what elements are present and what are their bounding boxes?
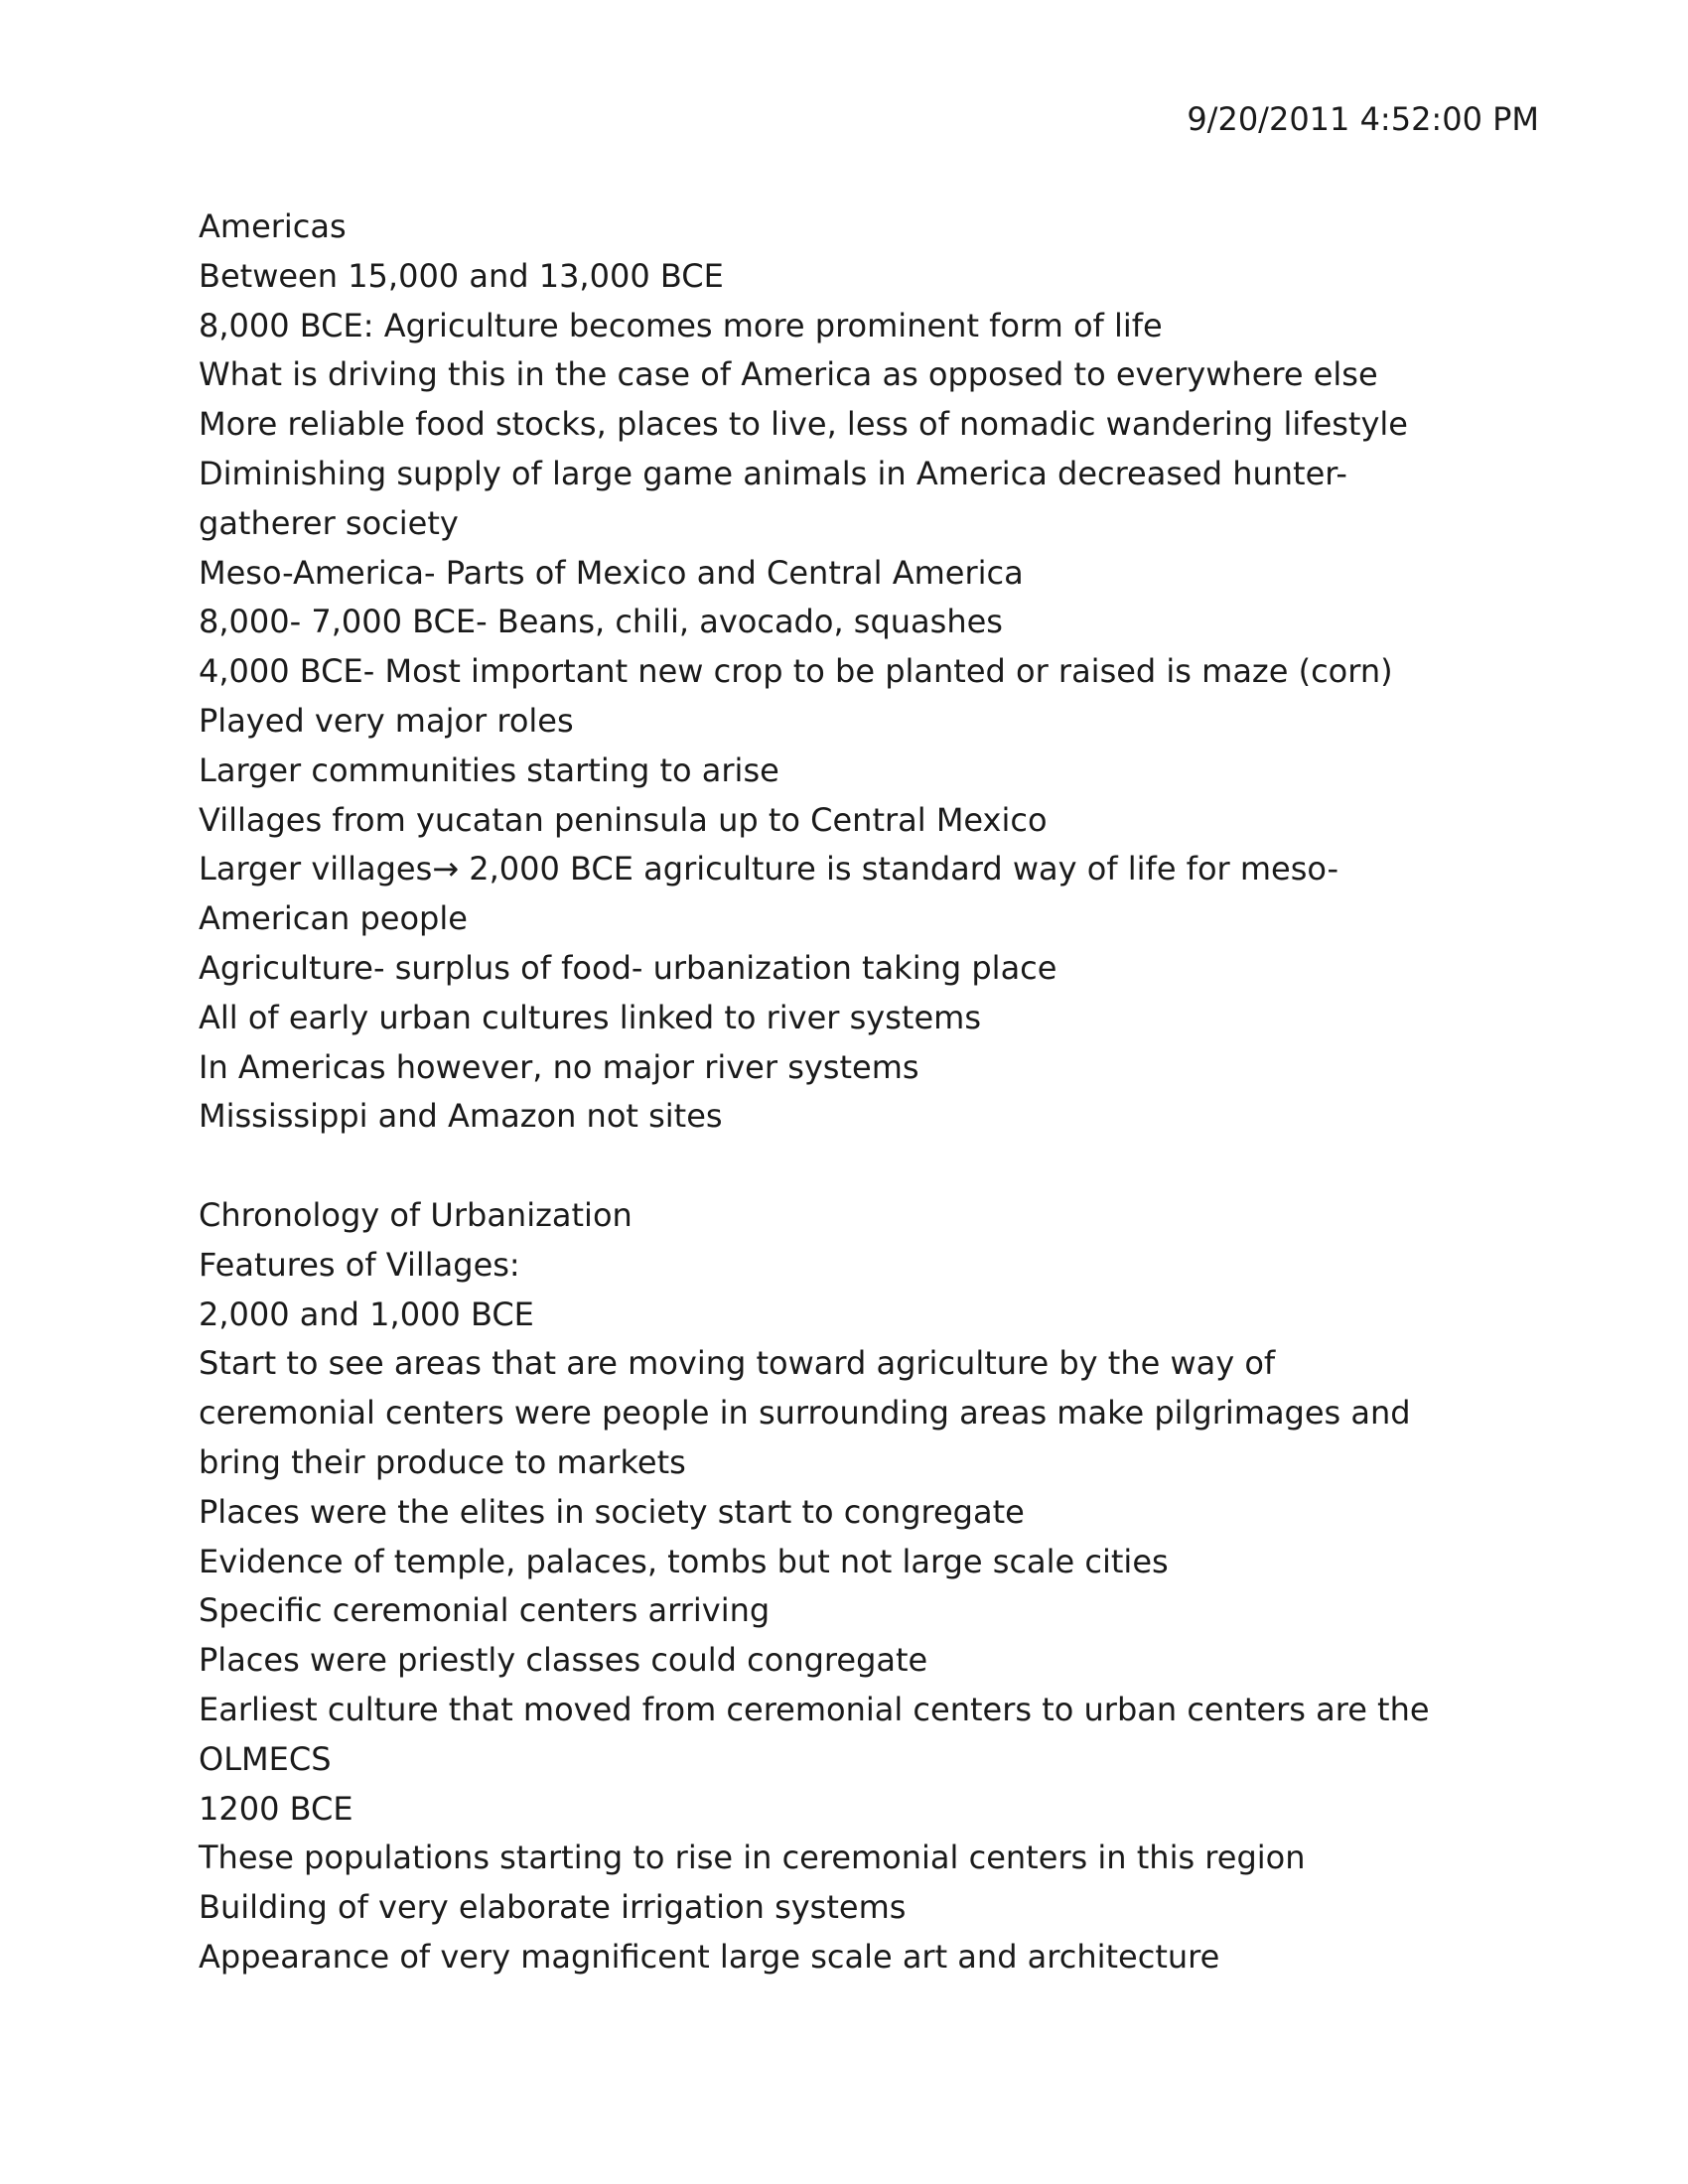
text-line: Larger communities starting to arise <box>199 751 779 789</box>
notes-section-urbanization <box>199 1191 1509 1982</box>
text-line: Building of very elaborate irrigation systems <box>199 1888 907 1927</box>
text-line: Played very major roles <box>199 701 574 740</box>
text-line: American people <box>199 899 468 938</box>
text-line: Specific ceremonial centers arriving <box>199 1591 771 1630</box>
text-line: Chronology of Urbanization <box>199 1195 633 1234</box>
text-line: Meso-America- Parts of Mexico and Central America <box>199 553 1024 592</box>
text-line: Between 15,000 and 13,000 BCE <box>199 256 724 295</box>
text-line: Evidence of temple, palaces, tombs but not large scale cities <box>199 1542 1169 1580</box>
text-line: OLMECS <box>199 1739 332 1778</box>
text-line: Places were priestly classes could congregate <box>199 1641 928 1680</box>
notes-section-americas <box>199 203 1509 1142</box>
timestamp: 9/20/2011 4:52:00 PM <box>1187 100 1539 138</box>
text-line: 1200 BCE <box>199 1789 353 1828</box>
text-line: Mississippi and Amazon not sites <box>199 1097 723 1136</box>
text-line: Earliest culture that moved from ceremonial centers to urban centers are the <box>199 1690 1430 1728</box>
text-line: Diminishing supply of large game animals in America decreased hunter- <box>199 454 1347 492</box>
text-line: Villages from yucatan peninsula up to Central Mexico <box>199 800 1048 839</box>
text-line: gatherer society <box>199 503 459 542</box>
text-line: bring their produce to markets <box>199 1442 686 1481</box>
text-line: These populations starting to rise in ceremonial centers in this region <box>199 1839 1306 1877</box>
text-line: ceremonial centers were people in surrounding areas make pilgrimages and <box>199 1394 1411 1433</box>
text-line: 8,000 BCE: Agriculture becomes more prominent form of life <box>199 306 1163 344</box>
text-line: Appearance of very magnificent large scale art and architecture <box>199 1937 1220 1976</box>
text-line: What is driving this in the case of America as opposed to everywhere else <box>199 355 1378 394</box>
text-line: In Americas however, no major river systems <box>199 1047 919 1086</box>
text-line: Larger villages→ 2,000 BCE agriculture is standard way of life for meso- <box>199 850 1339 888</box>
blank-line <box>199 1142 1509 1191</box>
text-line: 8,000- 7,000 BCE- Beans, chili, avocado, squashes <box>199 603 1003 641</box>
text-line: All of early urban cultures linked to river systems <box>199 998 981 1036</box>
text-line: More reliable food stocks, places to live, less of nomadic wandering lifestyle <box>199 405 1408 444</box>
text-line: Agriculture- surplus of food- urbanization taking place <box>199 948 1057 987</box>
text-line: Start to see areas that are moving toward agriculture by the way of <box>199 1344 1276 1383</box>
text-line: Places were the elites in society start to congregate <box>199 1492 1025 1531</box>
text-line: Features of Villages: <box>199 1245 520 1284</box>
text-line: Americas <box>199 207 347 245</box>
text-line: 4,000 BCE- Most important new crop to be planted or raised is maze (corn) <box>199 652 1393 691</box>
text-line: 2,000 and 1,000 BCE <box>199 1295 534 1333</box>
notes-body <box>199 203 1509 1982</box>
